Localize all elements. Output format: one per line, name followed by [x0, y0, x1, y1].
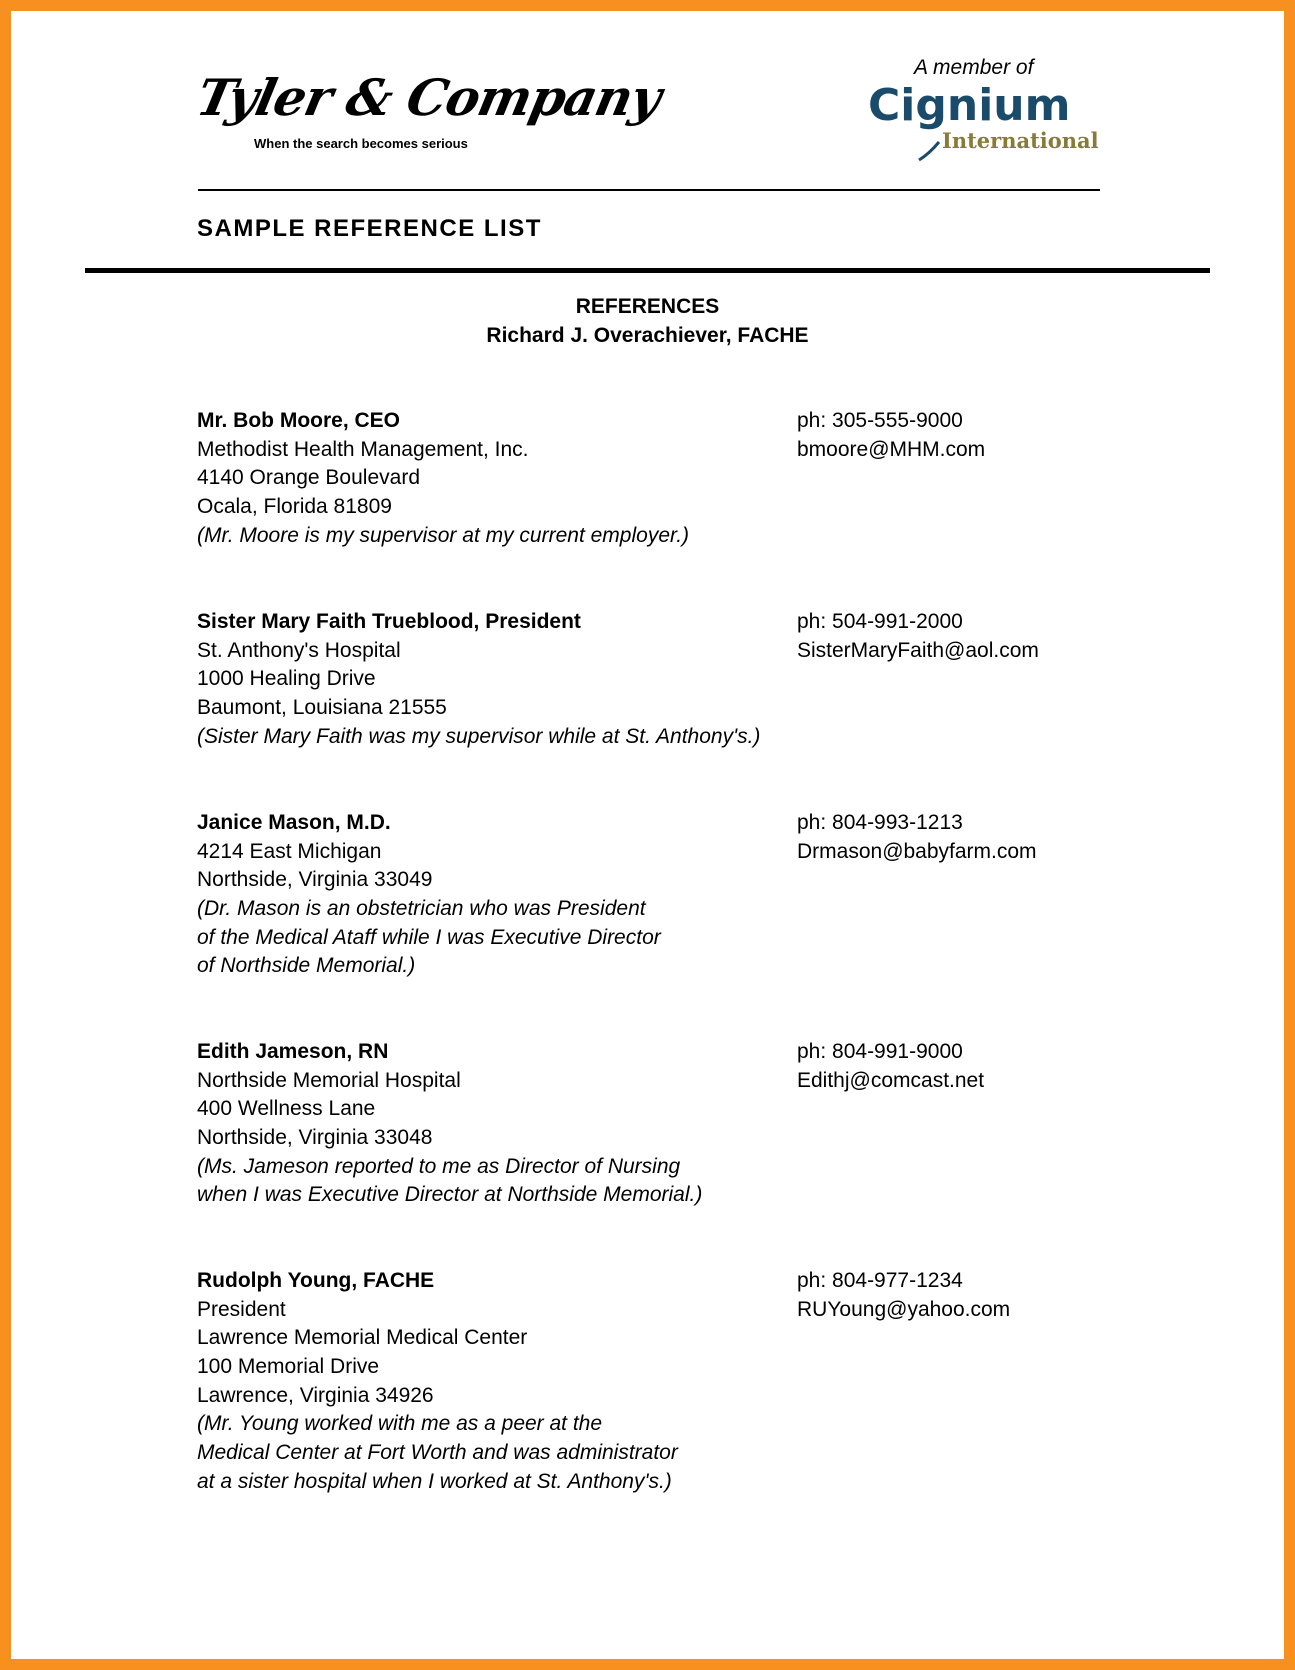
reference-line: 1000 Healing Drive	[197, 667, 376, 691]
reference-line: Northside, Virginia 33048	[197, 1126, 433, 1150]
reference-line: Methodist Health Management, Inc.	[197, 437, 529, 461]
references-heading: REFERENCES	[575, 295, 720, 318]
reference-email: Edithj@comcast.net	[797, 1068, 985, 1092]
reference-name: Mr. Bob Moore, CEO	[197, 409, 401, 432]
reference-line: St. Anthony's Hospital	[197, 638, 401, 662]
reference-contact	[797, 1038, 984, 1095]
logo-tagline: When the search becomes serious	[254, 136, 468, 151]
reference-note: (Dr. Mason is an obstetrician who was President	[197, 897, 646, 921]
tyler-company-logo	[191, 62, 666, 162]
reference-note: of Northside Memorial.)	[197, 954, 416, 978]
header-divider	[198, 189, 1100, 191]
reference-email: Drmason@babyfarm.com	[797, 839, 1037, 863]
reference-phone: ph: 804-977-1234	[797, 1269, 963, 1292]
reference-note: Medical Center at Fort Worth and was administrator	[197, 1441, 678, 1465]
cignium-logo	[862, 52, 1102, 162]
section-title: SAMPLE REFERENCE LIST	[197, 215, 542, 242]
reference-entry	[197, 809, 1197, 981]
title-divider	[85, 268, 1210, 273]
reference-name: Sister Mary Faith Trueblood, President	[197, 610, 581, 633]
reference-line: 4140 Orange Boulevard	[197, 466, 420, 490]
swoosh-icon	[917, 140, 947, 162]
reference-email: bmoore@MHM.com	[797, 437, 986, 461]
reference-line: President	[197, 1297, 286, 1321]
reference-entry	[197, 1038, 1197, 1210]
reference-line: Baumont, Louisiana 21555	[197, 696, 447, 720]
reference-phone: ph: 804-993-1213	[797, 811, 963, 834]
logo-script-text: Tyler & Company	[191, 68, 666, 127]
member-of-label: A member of	[914, 56, 1034, 79]
reference-entry	[197, 407, 1197, 550]
reference-note: (Mr. Moore is my supervisor at my current employer.)	[197, 523, 690, 547]
reference-line: Northside, Virginia 33049	[197, 868, 433, 892]
reference-contact	[797, 809, 1037, 866]
reference-line: 100 Memorial Drive	[197, 1355, 380, 1379]
reference-name: Rudolph Young, FACHE	[197, 1269, 435, 1292]
reference-email: RUYoung@yahoo.com	[797, 1297, 1011, 1321]
reference-email: SisterMaryFaith@aol.com	[797, 638, 1039, 662]
reference-line: Lawrence, Virginia 34926	[197, 1383, 434, 1407]
candidate-name: Richard J. Overachiever, FACHE	[486, 324, 809, 347]
reference-note: (Mr. Young worked with me as a peer at the	[197, 1412, 603, 1436]
cignium-name: Cignium	[868, 80, 1071, 131]
reference-entry	[197, 1267, 1197, 1497]
reference-line: Lawrence Memorial Medical Center	[197, 1326, 528, 1350]
reference-line: Northside Memorial Hospital	[197, 1068, 461, 1092]
reference-note: when I was Executive Director at Northside Memorial.)	[197, 1183, 703, 1207]
reference-line: Ocala, Florida 81809	[197, 495, 392, 519]
reference-entry	[197, 608, 1197, 751]
reference-note: at a sister hospital when I worked at St. Anthony's.)	[197, 1469, 672, 1493]
reference-name: Janice Mason, M.D.	[197, 811, 391, 834]
reference-phone: ph: 305-555-9000	[797, 409, 963, 432]
reference-note: (Sister Mary Faith was my supervisor while at St. Anthony's.)	[197, 724, 761, 748]
reference-contact	[797, 608, 1039, 665]
reference-phone: ph: 504-991-2000	[797, 610, 963, 633]
cignium-sub: International	[942, 128, 1099, 153]
reference-phone: ph: 804-991-9000	[797, 1040, 963, 1063]
reference-line: 400 Wellness Lane	[197, 1097, 376, 1121]
reference-line: 4214 East Michigan	[197, 839, 382, 863]
reference-name: Edith Jameson, RN	[197, 1040, 389, 1063]
reference-contact	[797, 1267, 1010, 1324]
reference-contact	[797, 407, 985, 464]
reference-note: (Ms. Jameson reported to me as Director of Nursing	[197, 1154, 681, 1178]
reference-note: of the Medical Ataff while I was Executive Director	[197, 925, 661, 949]
